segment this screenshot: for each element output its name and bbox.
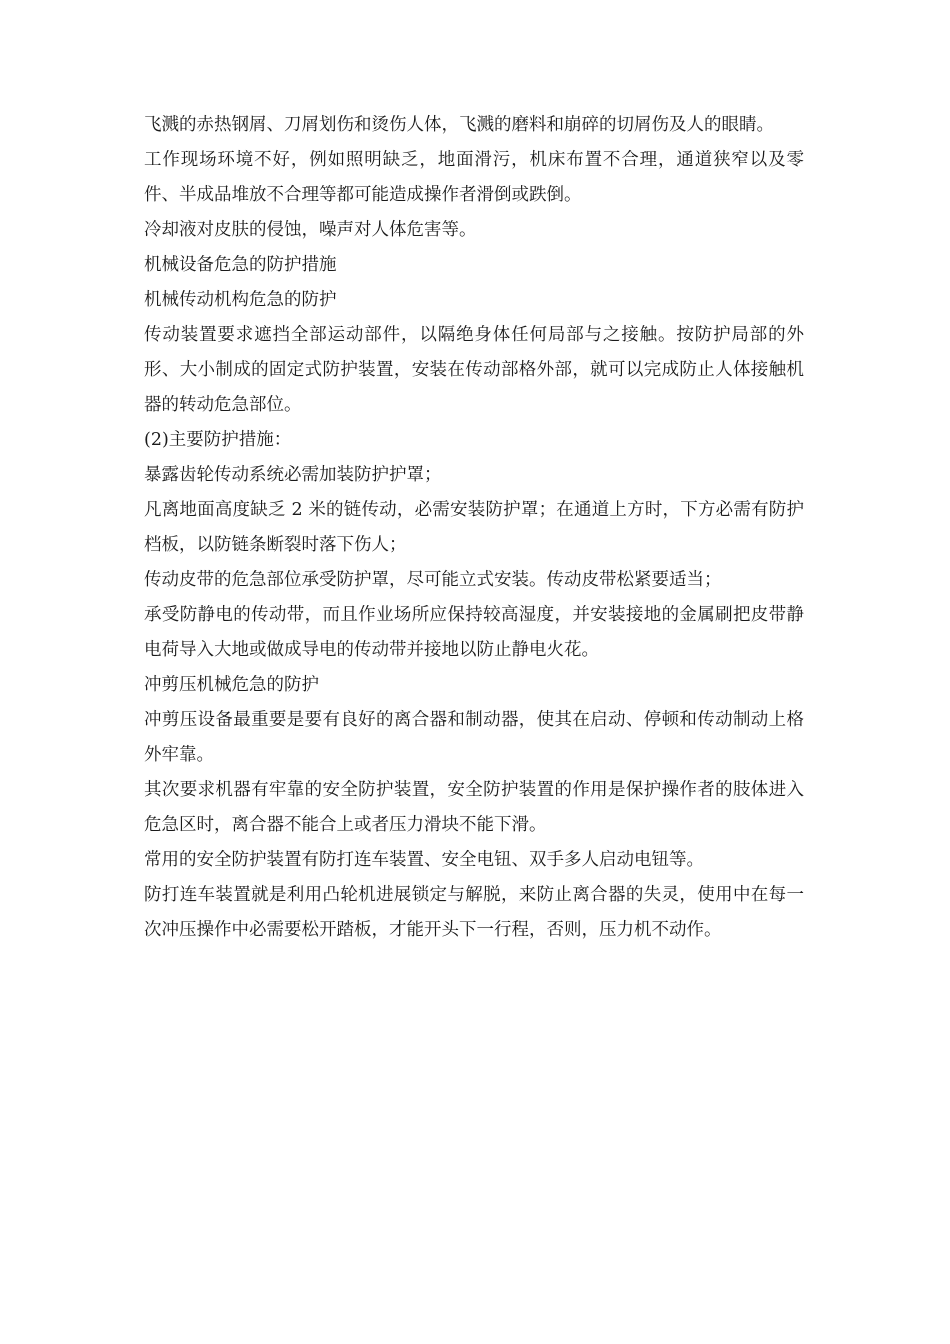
paragraph-anti-repeat: 防打连车装置就是利用凸轮机进展锁定与解脱，来防止离合器的失灵，使用中在每一次冲压操作中必需要松开踏板，才能开头下一行程，否则，压力机不动作。 <box>144 885 804 940</box>
document-body <box>144 108 804 948</box>
paragraph-work-environment: 工作现场环境不好，例如照明缺乏，地面滑污，机床布置不合理，通道狭窄以及零件、半成品堆放不合理等都可能造成操作者滑倒或跌倒。 <box>144 150 804 205</box>
paragraph-flying-chips: 飞溅的赤热钢屑、刀屑划伤和烫伤人体，飞溅的磨料和崩碎的切屑伤及人的眼睛。 <box>144 115 774 135</box>
paragraph-common-devices: 常用的安全防护装置有防打连车装置、安全电钮、双手多人启动电钮等。 <box>144 850 704 870</box>
list-item-chain-guard: 凡离地面高度缺乏 2 米的链传动，必需安装防护罩；在通道上方时，下方必需有防护档板，以防链条断裂时落下伤人； <box>144 500 804 555</box>
heading-transmission-protection: 机械传动机构危急的防护 <box>144 290 337 310</box>
list-item-antistatic-belt: 承受防静电的传动带，而且作业场所应保持较高湿度，并安装接地的金属刷把皮带静电荷导入大地或做成导电的传动带并接地以防止静电火花。 <box>144 605 804 660</box>
paragraph-clutch-brake: 冲剪压设备最重要是要有良好的离合器和制动器，使其在启动、停顿和传动制动上格外牢靠。 <box>144 710 804 765</box>
paragraph-safety-device: 其次要求机器有牢靠的安全防护装置，安全防护装置的作用是保护操作者的肢体进入危急区时，离合器不能合上或者压力滑块不能下滑。 <box>144 780 804 835</box>
heading-press-protection: 冲剪压机械危急的防护 <box>144 675 319 695</box>
list-item-belt-guard: 传动皮带的危急部位承受防护罩，尽可能立式安装。传动皮带松紧要适当； <box>144 570 722 590</box>
heading-protective-measures: 机械设备危急的防护措施 <box>144 255 337 275</box>
paragraph-coolant-noise: 冷却液对皮肤的侵蚀，噪声对人体危害等。 <box>144 220 477 240</box>
heading-main-measures: (2)主要防护措施： <box>144 430 292 450</box>
list-item-gear-guard: 暴露齿轮传动系统必需加装防护护罩； <box>144 465 442 485</box>
paragraph-transmission-guard: 传动装置要求遮挡全部运动部件，以隔绝身体任何局部与之接触。按防护局部的外形、大小制成的固定式防护装置，安装在传动部格外部，就可以完成防止人体接触机器的转动危急部位。 <box>144 325 804 415</box>
